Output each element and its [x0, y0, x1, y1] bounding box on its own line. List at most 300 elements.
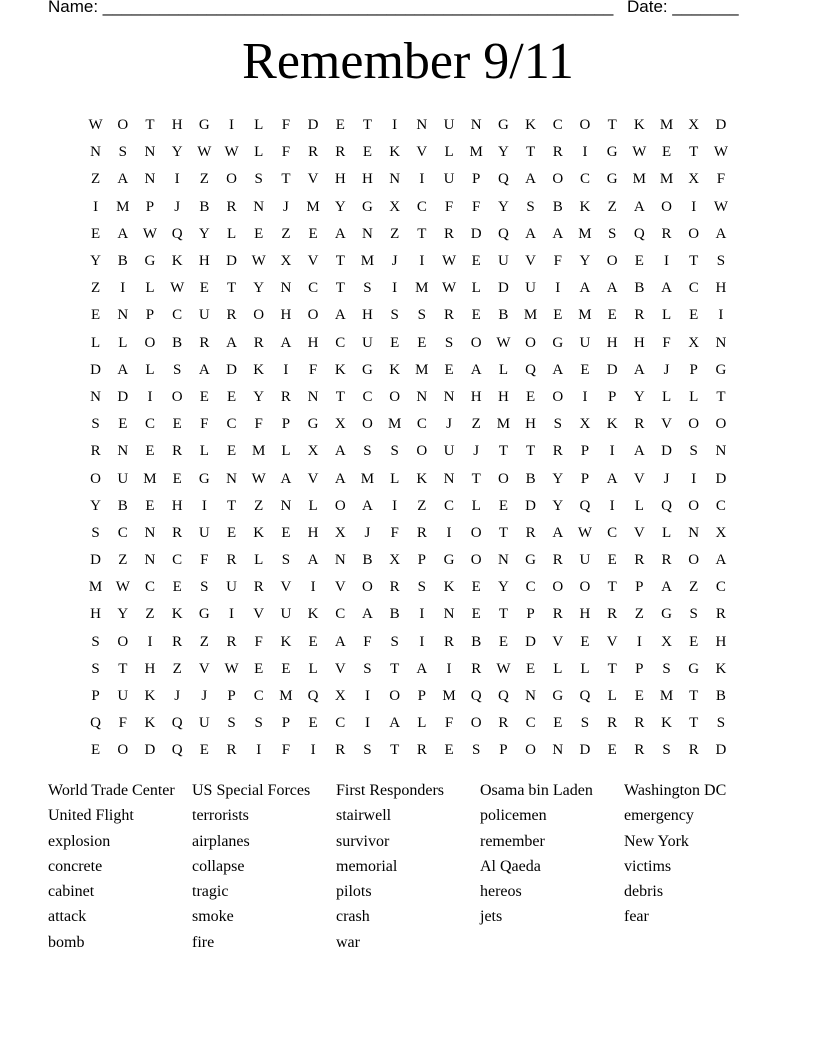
grid-letter: Y	[90, 253, 102, 270]
grid-letter: E	[226, 443, 237, 460]
grid-letter: Y	[552, 470, 564, 487]
grid-letter: I	[310, 742, 316, 759]
grid-letter: C	[579, 171, 590, 188]
grid-letter: D	[661, 443, 672, 460]
grid-letter: L	[471, 497, 481, 514]
grid-letter: F	[662, 334, 671, 351]
grid-letter: S	[417, 579, 427, 596]
grid-letter: N	[416, 117, 428, 134]
grid-letter: S	[390, 307, 399, 324]
grid-letter: O	[688, 552, 700, 569]
grid-letter: L	[308, 660, 318, 677]
grid-letter: I	[364, 715, 370, 732]
grid-letter: R	[634, 307, 645, 324]
grid-letter: U	[443, 171, 455, 188]
grid-letter: V	[307, 253, 319, 270]
grid-letter: T	[362, 117, 373, 134]
grid-letter: D	[226, 253, 237, 270]
grid-letter: R	[444, 307, 455, 324]
grid-letter: S	[91, 524, 100, 541]
grid-letter: H	[307, 334, 319, 351]
grid-letter: S	[472, 742, 481, 759]
grid-letter: W	[441, 280, 457, 297]
grid-letter: E	[91, 225, 101, 242]
grid-letter: V	[633, 524, 645, 541]
grid-letter: D	[715, 470, 727, 487]
grid-letter: N	[144, 144, 156, 161]
grid-letter: A	[525, 171, 537, 188]
grid-letter: O	[307, 307, 319, 324]
word-list	[48, 778, 768, 955]
grid-letter: Q	[497, 688, 509, 705]
word-list-item: US Special Forces	[192, 782, 311, 799]
grid-letter: R	[498, 715, 509, 732]
grid-letter: E	[308, 225, 318, 242]
grid-letter: X	[715, 524, 727, 541]
grid-letter: R	[335, 742, 346, 759]
grid-letter: S	[417, 307, 427, 324]
grid-letter: Z	[689, 579, 699, 596]
grid-letter: C	[308, 280, 319, 297]
word-list-item: concrete	[48, 857, 103, 875]
word-list-item: fire	[192, 933, 215, 951]
grid-letter: E	[199, 388, 209, 405]
grid-letter: O	[552, 579, 564, 596]
word-list-item: stairwell	[336, 807, 392, 825]
grid-letter: E	[417, 334, 427, 351]
grid-letter: S	[254, 715, 263, 732]
grid-letter: E	[145, 443, 155, 460]
grid-letter: Q	[579, 497, 591, 514]
grid-letter: L	[254, 144, 264, 161]
grid-letter: O	[552, 388, 564, 405]
grid-letter: O	[688, 416, 700, 433]
grid-letter: R	[226, 742, 237, 759]
grid-letter: I	[419, 171, 425, 188]
grid-letter: U	[579, 552, 591, 569]
grid-letter: O	[389, 688, 401, 705]
grid-letter: L	[607, 688, 617, 705]
grid-letter: X	[334, 688, 346, 705]
worksheet-header	[48, 0, 748, 19]
grid-letter: W	[142, 225, 158, 242]
grid-letter: H	[606, 334, 618, 351]
grid-letter: A	[334, 633, 346, 650]
grid-letter: J	[201, 688, 208, 705]
grid-letter: A	[389, 715, 401, 732]
grid-letter: T	[226, 280, 237, 297]
grid-letter: S	[390, 443, 399, 460]
grid-letter: O	[715, 416, 727, 433]
grid-letter: E	[172, 416, 182, 433]
grid-letter: J	[663, 361, 670, 378]
grid-letter: A	[334, 443, 346, 460]
grid-letter: T	[335, 388, 345, 405]
grid-letter: Z	[172, 660, 182, 677]
grid-letter: M	[360, 470, 375, 487]
grid-letter: I	[718, 307, 724, 324]
grid-letter: E	[471, 606, 481, 623]
grid-letter: Z	[91, 171, 101, 188]
grid-letter: B	[552, 198, 563, 215]
grid-letter: E	[634, 688, 644, 705]
grid-letter: R	[226, 552, 237, 569]
grid-letter: Y	[497, 198, 509, 215]
grid-letter: L	[498, 361, 508, 378]
grid-letter: R	[715, 606, 726, 623]
grid-letter: I	[555, 280, 561, 297]
grid-letter: T	[526, 443, 536, 460]
grid-letter: D	[307, 117, 319, 134]
grid-letter: E	[254, 225, 264, 242]
grid-letter: E	[471, 307, 481, 324]
grid-letter: E	[118, 416, 128, 433]
grid-letter: O	[661, 198, 672, 215]
grid-letter: A	[470, 361, 482, 378]
grid-letter: F	[716, 171, 726, 188]
grid-letter: O	[171, 388, 183, 405]
grid-letter: O	[688, 497, 700, 514]
word-list-item: explosion	[48, 832, 111, 850]
grid-letter: D	[497, 280, 509, 297]
grid-letter: D	[90, 361, 102, 378]
grid-letter: N	[552, 742, 564, 759]
grid-letter: R	[661, 225, 672, 242]
grid-letter: N	[117, 443, 129, 460]
grid-letter: A	[633, 443, 645, 460]
grid-letter: F	[553, 253, 562, 270]
grid-letter: G	[144, 253, 156, 270]
grid-letter: D	[715, 742, 727, 759]
grid-letter: C	[172, 552, 183, 569]
grid-letter: M	[415, 280, 429, 297]
grid-letter: E	[553, 307, 563, 324]
word-list-item: terrorists	[192, 807, 249, 825]
grid-letter: K	[171, 253, 183, 270]
grid-letter: O	[226, 171, 237, 188]
grid-letter: R	[172, 443, 183, 460]
grid-letter: N	[253, 198, 265, 215]
grid-letter: K	[525, 117, 537, 134]
grid-letter: Y	[198, 225, 210, 242]
grid-letter: Z	[199, 633, 209, 650]
grid-letter: B	[362, 552, 373, 569]
grid-letter: M	[252, 443, 266, 460]
grid-letter: M	[88, 579, 103, 596]
grid-letter: T	[526, 144, 536, 161]
grid-letter: Z	[199, 171, 209, 188]
grid-letter: W	[170, 280, 185, 297]
grid-letter: X	[389, 552, 401, 569]
grid-letter: S	[689, 443, 698, 460]
grid-letter: A	[307, 552, 319, 569]
grid-letter: D	[579, 742, 591, 759]
grid-letter: I	[419, 253, 425, 270]
grid-letter: W	[577, 524, 593, 541]
grid-letter: C	[607, 524, 618, 541]
grid-letter: Z	[607, 198, 617, 215]
grid-letter: A	[606, 470, 618, 487]
grid-letter: E	[444, 742, 454, 759]
grid-letter: S	[526, 198, 535, 215]
grid-letter: E	[226, 524, 237, 541]
word-list-item: Osama bin Laden	[480, 782, 593, 799]
grid-letter: O	[470, 524, 482, 541]
word-list-item: United Flight	[48, 807, 134, 825]
grid-letter: B	[525, 470, 536, 487]
grid-letter: O	[144, 334, 156, 351]
grid-letter: Y	[334, 198, 346, 215]
grid-letter: N	[443, 388, 455, 405]
word-list-item: airplanes	[192, 832, 250, 850]
grid-letter: D	[144, 742, 156, 759]
grid-letter: D	[470, 225, 482, 242]
grid-letter: C	[416, 198, 427, 215]
word-list-item: debris	[624, 883, 664, 901]
grid-letter: Q	[171, 225, 183, 242]
grid-letter: R	[444, 225, 455, 242]
grid-letter: A	[117, 361, 129, 378]
word-list-item: crash	[336, 908, 370, 926]
grid-letter: L	[390, 470, 400, 487]
grid-letter: G	[715, 361, 727, 378]
grid-letter: E	[553, 715, 563, 732]
grid-letter: R	[253, 334, 264, 351]
grid-letter: L	[580, 660, 590, 677]
grid-letter: E	[308, 715, 318, 732]
grid-letter: K	[144, 715, 156, 732]
grid-letter: A	[661, 280, 672, 297]
grid-letter: R	[226, 307, 237, 324]
grid-letter: J	[282, 198, 289, 215]
grid-letter: N	[280, 280, 292, 297]
grid-letter: E	[335, 117, 345, 134]
grid-letter: U	[362, 334, 373, 351]
grid-letter: A	[715, 225, 727, 242]
grid-letter: R	[416, 524, 427, 541]
grid-letter: R	[308, 144, 319, 161]
word-search-grid	[82, 112, 735, 765]
grid-letter: E	[580, 633, 590, 650]
grid-letter: A	[661, 579, 672, 596]
grid-letter: Z	[254, 497, 264, 514]
grid-letter: E	[498, 633, 508, 650]
grid-letter: E	[172, 470, 182, 487]
grid-letter: I	[582, 144, 588, 161]
word-list-item: attack	[48, 908, 87, 926]
grid-letter: S	[363, 443, 372, 460]
grid-letter: T	[471, 470, 481, 487]
grid-letter: S	[662, 660, 671, 677]
grid-letter: O	[470, 552, 482, 569]
grid-letter: R	[634, 715, 645, 732]
grid-letter: I	[310, 579, 316, 596]
word-list-item: survivor	[336, 832, 390, 850]
grid-letter: C	[144, 579, 155, 596]
grid-letter: P	[145, 307, 155, 324]
grid-letter: Q	[171, 742, 183, 759]
grid-letter: W	[632, 144, 647, 161]
word-list-item: fear	[624, 908, 649, 926]
grid-letter: R	[634, 742, 645, 759]
grid-letter: I	[229, 606, 235, 623]
grid-letter: F	[118, 715, 127, 732]
grid-letter: H	[144, 660, 156, 677]
grid-letter: G	[688, 660, 700, 677]
grid-letter: V	[334, 660, 346, 677]
grid-letter: S	[363, 660, 372, 677]
grid-letter: M	[116, 198, 130, 215]
grid-letter: K	[389, 361, 401, 378]
grid-letter: C	[362, 388, 373, 405]
grid-letter: C	[688, 280, 699, 297]
word-list-item: bomb	[48, 933, 85, 951]
grid-letter: S	[689, 606, 698, 623]
grid-letter: I	[201, 497, 207, 514]
grid-letter: K	[334, 361, 346, 378]
grid-letter: W	[251, 470, 266, 487]
grid-letter: E	[145, 497, 155, 514]
grid-letter: D	[226, 361, 237, 378]
grid-letter: R	[90, 443, 101, 460]
grid-letter: L	[91, 334, 101, 351]
grid-letter: B	[117, 253, 128, 270]
grid-letter: L	[145, 361, 155, 378]
grid-letter: G	[362, 361, 373, 378]
grid-letter: M	[469, 144, 483, 161]
grid-letter: K	[715, 660, 727, 677]
grid-letter: R	[525, 524, 536, 541]
grid-letter: N	[715, 334, 727, 351]
word-list-item: collapse	[192, 857, 245, 875]
grid-letter: F	[444, 198, 454, 215]
grid-letter: P	[417, 552, 427, 569]
grid-letter: A	[525, 225, 537, 242]
grid-letter: A	[334, 307, 346, 324]
grid-letter: W	[197, 144, 212, 161]
grid-letter: G	[198, 117, 210, 134]
grid-letter: T	[281, 171, 291, 188]
grid-letter: H	[497, 388, 509, 405]
grid-letter: V	[253, 606, 265, 623]
grid-letter: K	[579, 198, 591, 215]
grid-letter: I	[609, 443, 615, 460]
grid-letter: H	[198, 253, 210, 270]
grid-letter: H	[280, 307, 292, 324]
grid-letter: S	[607, 225, 617, 242]
grid-letter: I	[392, 280, 398, 297]
grid-letter: Y	[633, 388, 645, 405]
grid-letter: E	[199, 280, 209, 297]
grid-letter: T	[498, 443, 508, 460]
grid-letter: N	[416, 388, 428, 405]
grid-letter: C	[172, 307, 183, 324]
grid-letter: A	[362, 606, 373, 623]
grid-letter: I	[147, 633, 153, 650]
grid-letter: N	[144, 552, 156, 569]
grid-letter: D	[117, 388, 129, 405]
grid-letter: Y	[171, 144, 183, 161]
grid-letter: Y	[117, 606, 129, 623]
grid-letter: S	[91, 660, 100, 677]
grid-letter: T	[607, 579, 617, 596]
grid-letter: N	[226, 470, 237, 487]
grid-letter: H	[633, 334, 645, 351]
grid-letter: W	[441, 253, 457, 270]
grid-letter: O	[525, 742, 537, 759]
grid-letter: A	[552, 361, 564, 378]
grid-letter: O	[90, 470, 102, 487]
grid-letter: T	[689, 715, 699, 732]
grid-letter: J	[364, 524, 371, 541]
grid-letter: P	[417, 688, 427, 705]
grid-letter: K	[606, 416, 618, 433]
grid-letter: U	[497, 253, 509, 270]
word-list-item: smoke	[192, 908, 234, 926]
grid-letter: B	[471, 633, 482, 650]
grid-letter: H	[90, 606, 102, 623]
grid-letter: K	[171, 606, 183, 623]
grid-letter: C	[715, 497, 726, 514]
grid-letter: H	[715, 280, 727, 297]
grid-letter: K	[661, 715, 672, 732]
grid-letter: G	[525, 552, 537, 569]
grid-letter: P	[580, 470, 590, 487]
grid-letter: O	[362, 579, 373, 596]
word-list-item: World Trade Center	[48, 782, 175, 799]
grid-letter: N	[688, 524, 700, 541]
grid-letter: R	[607, 606, 618, 623]
grid-letter: T	[335, 253, 345, 270]
grid-letter: P	[472, 171, 481, 188]
grid-letter: P	[580, 443, 590, 460]
grid-letter: Q	[171, 715, 183, 732]
grid-letter: M	[143, 470, 157, 487]
grid-letter: O	[525, 334, 537, 351]
name-line: Name: ______________________________________________________	[48, 0, 614, 16]
grid-letter: E	[91, 307, 101, 324]
grid-letter: P	[91, 688, 100, 705]
grid-letter: S	[118, 144, 127, 161]
grid-letter: Z	[417, 497, 427, 514]
grid-letter: N	[90, 388, 102, 405]
grid-letter: R	[280, 388, 291, 405]
grid-letter: M	[578, 225, 592, 242]
grid-letter: F	[281, 742, 291, 759]
grid-letter: E	[661, 144, 672, 161]
grid-letter: C	[416, 416, 427, 433]
grid-letter: V	[606, 633, 618, 650]
grid-letter: M	[523, 307, 538, 324]
grid-letter: F	[390, 524, 399, 541]
grid-letter: A	[552, 524, 564, 541]
grid-letter: U	[226, 579, 237, 596]
grid-letter: I	[419, 633, 425, 650]
grid-letter: A	[117, 225, 129, 242]
grid-letter: A	[606, 280, 618, 297]
grid-letter: A	[280, 470, 292, 487]
grid-letter: F	[254, 416, 263, 433]
grid-letter: N	[280, 497, 292, 514]
grid-letter: O	[552, 171, 564, 188]
grid-letter: Q	[525, 361, 537, 378]
grid-letter: R	[634, 552, 645, 569]
grid-letter: V	[307, 470, 319, 487]
grid-letter: R	[661, 552, 672, 569]
grid-letter: E	[199, 742, 209, 759]
grid-letter: S	[91, 416, 100, 433]
grid-letter: U	[579, 334, 591, 351]
